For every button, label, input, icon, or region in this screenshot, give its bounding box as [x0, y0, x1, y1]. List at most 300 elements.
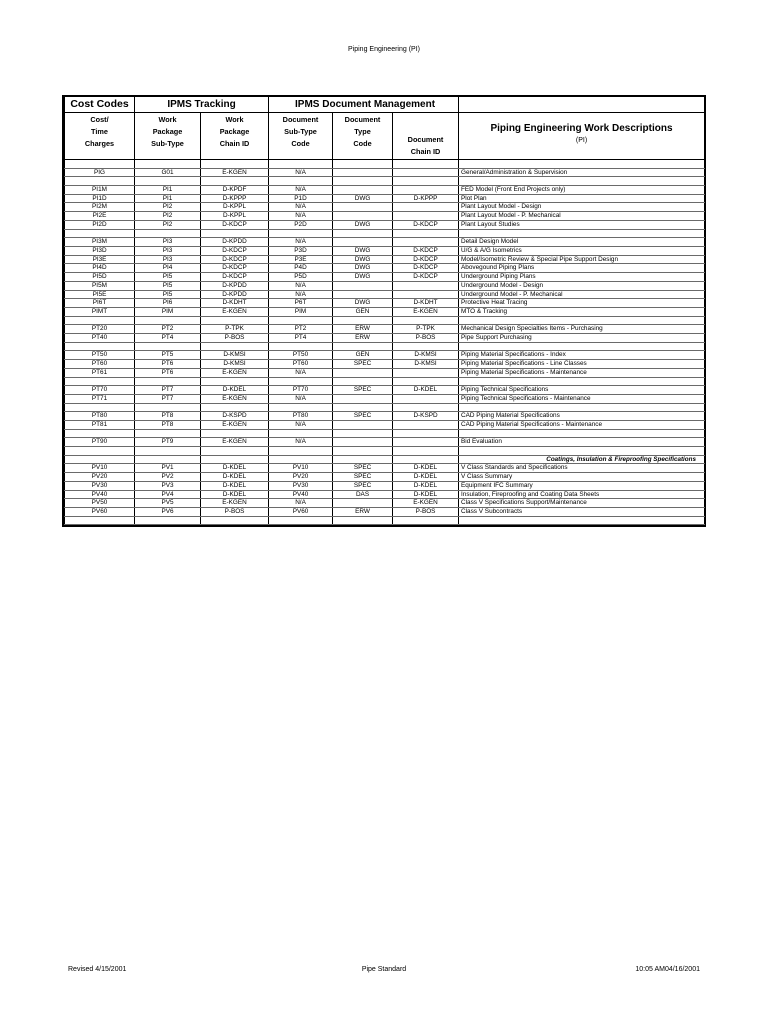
work-description-cell: Plant Layout Studies: [459, 220, 705, 229]
work-package-chain-id-cell: [201, 377, 269, 386]
work-description-cell: Equipment IFC Summary: [459, 481, 705, 490]
work-description-cell: FED Model (Front End Projects only): [459, 186, 705, 195]
document-type-code-cell: DWG: [333, 273, 393, 282]
document-chain-id-cell: [393, 212, 459, 221]
footer-timestamp: 10:05 AM04/16/2001: [635, 966, 700, 973]
work-package-subtype-cell: [135, 516, 201, 525]
header-line: Document: [344, 115, 381, 124]
work-package-subtype-cell: PI4: [135, 264, 201, 273]
work-description-cell: Detail Design Model: [459, 238, 705, 247]
document-subtype-code-cell: PT60: [269, 360, 333, 369]
footer-document-name: Pipe Standard: [361, 966, 407, 973]
cost-code-cell: PT40: [65, 334, 135, 343]
work-description-cell: Protective Heat Tracing: [459, 299, 705, 308]
work-package-chain-id-cell: E-KGEN: [201, 307, 269, 316]
work-package-chain-id-cell: D-KMSI: [201, 351, 269, 360]
cost-code-table: [64, 97, 705, 525]
work-description-cell: Underground Model - Design: [459, 281, 705, 290]
document-subtype-code-header: [269, 113, 333, 160]
work-description-cell: Piping Technical Specifications - Maintenance: [459, 394, 705, 403]
document-subtype-code-cell: N/A: [269, 499, 333, 508]
document-chain-id-cell: D-KDEL: [393, 490, 459, 499]
document-subtype-code-cell: [269, 516, 333, 525]
work-package-subtype-cell: PI5: [135, 273, 201, 282]
document-chain-id-cell: D-KDEL: [393, 464, 459, 473]
work-description-cell: Plot Plan: [459, 194, 705, 203]
document-chain-id-cell: [393, 420, 459, 429]
document-type-code-cell: [333, 429, 393, 438]
cost-code-cell: [65, 403, 135, 412]
document-subtype-code-cell: PV60: [269, 507, 333, 516]
cost-time-charges-header: [65, 113, 135, 160]
document-subtype-code-cell: [269, 316, 333, 325]
document-chain-id-cell: P-BOS: [393, 334, 459, 343]
work-package-subtype-cell: PI3: [135, 255, 201, 264]
document-subtype-code-cell: PV20: [269, 473, 333, 482]
cost-code-cell: PV10: [65, 464, 135, 473]
work-package-chain-id-cell: D-KDCP: [201, 273, 269, 282]
work-description-cell: [459, 160, 705, 169]
work-package-chain-id-cell: D-KDHT: [201, 299, 269, 308]
document-type-code-cell: ERW: [333, 334, 393, 343]
work-package-chain-id-cell: E-KGEN: [201, 368, 269, 377]
work-package-chain-id-cell: D-KDEL: [201, 490, 269, 499]
document-subtype-code-cell: N/A: [269, 368, 333, 377]
work-description-cell: General/Administration & Supervision: [459, 168, 705, 177]
work-package-chain-id-cell: D-KDCP: [201, 246, 269, 255]
work-package-subtype-cell: PT6: [135, 368, 201, 377]
work-package-chain-id-cell: D-KDCP: [201, 264, 269, 273]
work-package-chain-id-cell: [201, 516, 269, 525]
table-row: [65, 177, 705, 186]
document-subtype-code-cell: [269, 342, 333, 351]
work-package-subtype-cell: PI6: [135, 299, 201, 308]
document-chain-id-cell: D-KDCP: [393, 255, 459, 264]
work-descriptions-title: Piping Engineering Work Descriptions: [490, 123, 673, 134]
section-heading-row: [65, 455, 705, 464]
work-package-subtype-cell: PT8: [135, 412, 201, 421]
work-package-chain-id-cell: P-BOS: [201, 334, 269, 343]
blank-group-header: [459, 97, 705, 113]
work-description-cell: Mechanical Design Specialties Items - Purchasing: [459, 325, 705, 334]
document-chain-id-cell: [393, 168, 459, 177]
work-package-subtype-cell: [135, 455, 201, 464]
cost-code-cell: PI5D: [65, 273, 135, 282]
work-description-cell: [459, 177, 705, 186]
work-package-chain-id-cell: E-KGEN: [201, 394, 269, 403]
document-chain-id-cell: D-KPPP: [393, 194, 459, 203]
document-type-code-cell: [333, 394, 393, 403]
document-chain-id-cell: [393, 281, 459, 290]
header-line: Time: [91, 127, 108, 136]
cost-code-cell: PT90: [65, 438, 135, 447]
cost-code-cell: PT20: [65, 325, 135, 334]
table-body: [65, 160, 705, 525]
work-package-subtype-cell: PI2: [135, 212, 201, 221]
document-chain-id-cell: [393, 368, 459, 377]
document-type-code-cell: GEN: [333, 351, 393, 360]
table-row: [65, 473, 705, 482]
table-row: [65, 255, 705, 264]
document-chain-id-cell: D-KDCP: [393, 220, 459, 229]
work-package-chain-id-cell: [201, 403, 269, 412]
table-row: [65, 368, 705, 377]
cost-code-cell: [65, 455, 135, 464]
cost-code-cell: PI3M: [65, 238, 135, 247]
document-type-code-cell: DWG: [333, 246, 393, 255]
document-type-code-cell: [333, 177, 393, 186]
header-line: Work: [225, 115, 244, 124]
table-row: [65, 420, 705, 429]
document-subtype-code-cell: [269, 455, 333, 464]
document-chain-id-cell: D-KDCP: [393, 246, 459, 255]
cost-code-cell: [65, 447, 135, 456]
work-package-chain-id-cell: E-KGEN: [201, 499, 269, 508]
work-description-cell: Class V Specifications Support/Maintenance: [459, 499, 705, 508]
work-package-subtype-cell: G01: [135, 168, 201, 177]
work-package-chain-id-cell: D-KSPD: [201, 412, 269, 421]
work-package-chain-id-cell: [201, 316, 269, 325]
work-description-cell: Abovegound Piping Plans: [459, 264, 705, 273]
document-subtype-code-cell: PV10: [269, 464, 333, 473]
cost-code-cell: PI5E: [65, 290, 135, 299]
cost-code-cell: PI2E: [65, 212, 135, 221]
work-package-chain-id-cell: D-KMSI: [201, 360, 269, 369]
cost-code-cell: PV40: [65, 490, 135, 499]
document-chain-id-cell: D-KDEL: [393, 481, 459, 490]
work-package-subtype-cell: PV3: [135, 481, 201, 490]
document-subtype-code-cell: P6T: [269, 299, 333, 308]
document-chain-id-cell: D-KDCP: [393, 264, 459, 273]
table-row: [65, 212, 705, 221]
document-subtype-code-cell: N/A: [269, 438, 333, 447]
document-subtype-code-cell: PV40: [269, 490, 333, 499]
document-type-code-cell: DWG: [333, 194, 393, 203]
document-chain-id-cell: [393, 160, 459, 169]
work-description-cell: Piping Technical Specifications: [459, 386, 705, 395]
table-row: [65, 281, 705, 290]
work-package-subtype-cell: PT5: [135, 351, 201, 360]
table-row: [65, 325, 705, 334]
work-description-cell: Piping Material Specifications - Line Classes: [459, 360, 705, 369]
header-line: Package: [219, 127, 250, 136]
document-subtype-code-cell: PT2: [269, 325, 333, 334]
document-type-code-cell: [333, 212, 393, 221]
cost-code-table-frame: [62, 95, 706, 527]
work-description-cell: [459, 403, 705, 412]
table-row: [65, 394, 705, 403]
table-row: [65, 360, 705, 369]
table-row: [65, 429, 705, 438]
work-package-subtype-cell: PI1: [135, 186, 201, 195]
cost-code-cell: PI4D: [65, 264, 135, 273]
work-package-chain-id-header: [201, 113, 269, 160]
document-chain-id-cell: P-BOS: [393, 507, 459, 516]
work-package-chain-id-cell: [201, 455, 269, 464]
document-subtype-code-cell: N/A: [269, 212, 333, 221]
work-description-cell: Underground Model - P. Mechanical: [459, 290, 705, 299]
cost-code-cell: PIMT: [65, 307, 135, 316]
work-package-subtype-cell: PV2: [135, 473, 201, 482]
work-package-chain-id-cell: P-TPK: [201, 325, 269, 334]
header-line: Code: [291, 139, 310, 148]
work-package-chain-id-cell: D-KDEL: [201, 481, 269, 490]
cost-code-cell: PIG: [65, 168, 135, 177]
work-package-chain-id-cell: [201, 447, 269, 456]
document-type-code-cell: [333, 229, 393, 238]
work-package-subtype-cell: PI3: [135, 238, 201, 247]
document-type-code-cell: [333, 186, 393, 195]
work-package-chain-id-cell: [201, 177, 269, 186]
work-description-cell: V Class Summary: [459, 473, 705, 482]
cost-codes-header: Cost Codes: [65, 97, 135, 113]
work-description-cell: [459, 429, 705, 438]
cost-code-cell: [65, 177, 135, 186]
header-line: Document: [282, 115, 319, 124]
document-type-code-cell: [333, 160, 393, 169]
table-row: [65, 507, 705, 516]
work-package-chain-id-cell: D-KPPP: [201, 194, 269, 203]
cost-code-cell: PI5M: [65, 281, 135, 290]
document-chain-id-cell: [393, 394, 459, 403]
table-row: [65, 186, 705, 195]
work-package-chain-id-cell: P-BOS: [201, 507, 269, 516]
document-chain-id-cell: D-KDHT: [393, 299, 459, 308]
cost-code-cell: [65, 429, 135, 438]
document-type-code-cell: [333, 238, 393, 247]
work-package-subtype-cell: [135, 177, 201, 186]
work-description-cell: Insulation, Fireproofing and Coating Data Sheets: [459, 490, 705, 499]
cost-code-cell: PI6T: [65, 299, 135, 308]
work-package-chain-id-cell: D-KDEL: [201, 464, 269, 473]
work-description-cell: Underground Piping Plans: [459, 273, 705, 282]
work-description-cell: [459, 342, 705, 351]
work-package-subtype-cell: PT2: [135, 325, 201, 334]
work-package-chain-id-cell: E-KGEN: [201, 168, 269, 177]
work-package-chain-id-cell: [201, 229, 269, 238]
work-description-cell: Class V Subcontracts: [459, 507, 705, 516]
work-package-chain-id-cell: D-KPDF: [201, 186, 269, 195]
work-package-chain-id-cell: D-KPDD: [201, 238, 269, 247]
column-header-row: [65, 113, 705, 160]
document-subtype-code-cell: [269, 160, 333, 169]
table-row: [65, 264, 705, 273]
table-row: [65, 168, 705, 177]
document-chain-id-cell: E-KGEN: [393, 307, 459, 316]
document-type-code-cell: ERW: [333, 325, 393, 334]
work-package-chain-id-cell: D-KPPL: [201, 212, 269, 221]
work-package-subtype-cell: PV6: [135, 507, 201, 516]
work-descriptions-subtitle: (PI): [575, 137, 588, 144]
work-package-chain-id-cell: [201, 429, 269, 438]
work-package-subtype-cell: PIM: [135, 307, 201, 316]
work-description-cell: MTO & Tracking: [459, 307, 705, 316]
table-row: [65, 299, 705, 308]
work-description-cell: Bid Evaluation: [459, 438, 705, 447]
document-type-code-cell: DWG: [333, 220, 393, 229]
table-row: [65, 447, 705, 456]
document-type-code-cell: [333, 420, 393, 429]
table-row: [65, 377, 705, 386]
table-row: [65, 386, 705, 395]
table-row: [65, 481, 705, 490]
document-chain-id-cell: [393, 429, 459, 438]
document-subtype-code-cell: N/A: [269, 203, 333, 212]
document-type-code-cell: SPEC: [333, 473, 393, 482]
document-chain-id-cell: D-KDEL: [393, 386, 459, 395]
document-chain-id-cell: D-KDEL: [393, 473, 459, 482]
table-row: [65, 203, 705, 212]
work-package-chain-id-cell: D-KPPL: [201, 203, 269, 212]
work-package-subtype-cell: PT4: [135, 334, 201, 343]
table-row: [65, 438, 705, 447]
table-row: [65, 290, 705, 299]
work-description-cell: [459, 229, 705, 238]
cost-code-cell: PV30: [65, 481, 135, 490]
work-package-subtype-cell: [135, 342, 201, 351]
work-description-cell: CAD Piping Material Specifications: [459, 412, 705, 421]
document-type-code-cell: [333, 168, 393, 177]
work-package-subtype-cell: [135, 316, 201, 325]
work-package-subtype-cell: PV5: [135, 499, 201, 508]
document-chain-id-cell: [393, 229, 459, 238]
work-package-subtype-cell: PT7: [135, 386, 201, 395]
document-subtype-code-cell: [269, 403, 333, 412]
work-description-cell: Model/Isometric Review & Special Pipe Support Design: [459, 255, 705, 264]
work-package-subtype-cell: [135, 377, 201, 386]
cost-code-cell: PI2D: [65, 220, 135, 229]
document-subtype-code-cell: N/A: [269, 186, 333, 195]
table-row: [65, 238, 705, 247]
cost-code-cell: PT61: [65, 368, 135, 377]
ipms-tracking-header: IPMS Tracking: [135, 97, 269, 113]
document-subtype-code-cell: P5D: [269, 273, 333, 282]
header-line: Chain ID: [410, 147, 441, 156]
header-line: Work: [158, 115, 177, 124]
table-row: [65, 351, 705, 360]
work-package-chain-id-cell: D-KDCP: [201, 255, 269, 264]
table-row: [65, 499, 705, 508]
document-subtype-code-cell: [269, 229, 333, 238]
work-package-subtype-cell: PI5: [135, 281, 201, 290]
document-type-code-header: [333, 113, 393, 160]
header-line: Cost/: [90, 115, 109, 124]
document-chain-id-cell: D-KDCP: [393, 273, 459, 282]
table-row: [65, 490, 705, 499]
document-subtype-code-cell: [269, 447, 333, 456]
work-package-subtype-cell: PV1: [135, 464, 201, 473]
document-chain-id-cell: E-KGEN: [393, 499, 459, 508]
document-subtype-code-cell: N/A: [269, 238, 333, 247]
work-package-subtype-cell: PT6: [135, 360, 201, 369]
document-type-code-cell: SPEC: [333, 412, 393, 421]
work-package-subtype-cell: PV4: [135, 490, 201, 499]
work-package-subtype-cell: [135, 229, 201, 238]
work-package-chain-id-cell: [201, 342, 269, 351]
document-chain-id-cell: D-KMSI: [393, 360, 459, 369]
document-type-code-cell: [333, 290, 393, 299]
work-package-subtype-cell: PI2: [135, 203, 201, 212]
work-package-chain-id-cell: D-KPDD: [201, 290, 269, 299]
cost-code-cell: PI1M: [65, 186, 135, 195]
work-descriptions-header: [459, 113, 705, 160]
work-package-subtype-cell: [135, 403, 201, 412]
document-subtype-code-cell: [269, 429, 333, 438]
work-package-subtype-cell: PI2: [135, 220, 201, 229]
cost-code-cell: PI1D: [65, 194, 135, 203]
work-description-cell: Plant Layout Model - Design: [459, 203, 705, 212]
document-subtype-code-cell: PIM: [269, 307, 333, 316]
work-package-chain-id-cell: E-KGEN: [201, 420, 269, 429]
cost-code-cell: PT71: [65, 394, 135, 403]
header-line: Code: [353, 139, 372, 148]
cost-code-cell: PT50: [65, 351, 135, 360]
work-package-subtype-cell: PI3: [135, 246, 201, 255]
document-type-code-cell: [333, 203, 393, 212]
document-chain-id-cell: [393, 238, 459, 247]
document-type-code-cell: DAS: [333, 490, 393, 499]
work-package-chain-id-cell: E-KGEN: [201, 438, 269, 447]
document-type-code-cell: [333, 377, 393, 386]
document-type-code-cell: [333, 455, 393, 464]
cost-code-cell: PT60: [65, 360, 135, 369]
document-chain-id-cell: [393, 316, 459, 325]
table-row: [65, 229, 705, 238]
header-line: Chain ID: [219, 139, 250, 148]
table-row: [65, 403, 705, 412]
document-type-code-cell: DWG: [333, 299, 393, 308]
header-line: Type: [354, 127, 371, 136]
cost-code-cell: PT81: [65, 420, 135, 429]
document-subtype-code-cell: N/A: [269, 281, 333, 290]
document-type-code-cell: [333, 516, 393, 525]
document-type-code-cell: SPEC: [333, 481, 393, 490]
document-subtype-code-cell: [269, 377, 333, 386]
work-package-chain-id-cell: D-KDCP: [201, 220, 269, 229]
work-description-cell: Coatings, Insulation & Fireproofing Specifications: [459, 455, 705, 464]
document-chain-id-cell: [393, 455, 459, 464]
cost-code-cell: PI3D: [65, 246, 135, 255]
document-type-code-cell: [333, 342, 393, 351]
document-subtype-code-cell: N/A: [269, 168, 333, 177]
document-type-code-cell: ERW: [333, 507, 393, 516]
document-chain-id-cell: [393, 186, 459, 195]
table-row: [65, 412, 705, 421]
document-subtype-code-cell: P3D: [269, 246, 333, 255]
document-subtype-code-cell: PT4: [269, 334, 333, 343]
work-package-subtype-cell: [135, 429, 201, 438]
work-package-chain-id-cell: [201, 160, 269, 169]
document-type-code-cell: DWG: [333, 255, 393, 264]
document-type-code-cell: GEN: [333, 307, 393, 316]
document-chain-id-cell: [393, 438, 459, 447]
work-package-chain-id-cell: D-KDEL: [201, 473, 269, 482]
cost-code-cell: PI3E: [65, 255, 135, 264]
document-chain-id-cell: [393, 403, 459, 412]
document-chain-id-cell: [393, 342, 459, 351]
document-chain-id-cell: [393, 377, 459, 386]
work-description-cell: Piping Material Specifications - Maintenance: [459, 368, 705, 377]
cost-code-cell: [65, 342, 135, 351]
table-row: [65, 316, 705, 325]
work-package-subtype-cell: PT9: [135, 438, 201, 447]
header-line: Package: [152, 127, 183, 136]
cost-code-cell: [65, 516, 135, 525]
table-row: [65, 273, 705, 282]
cost-code-cell: [65, 316, 135, 325]
table-row: [65, 194, 705, 203]
table-row: [65, 220, 705, 229]
